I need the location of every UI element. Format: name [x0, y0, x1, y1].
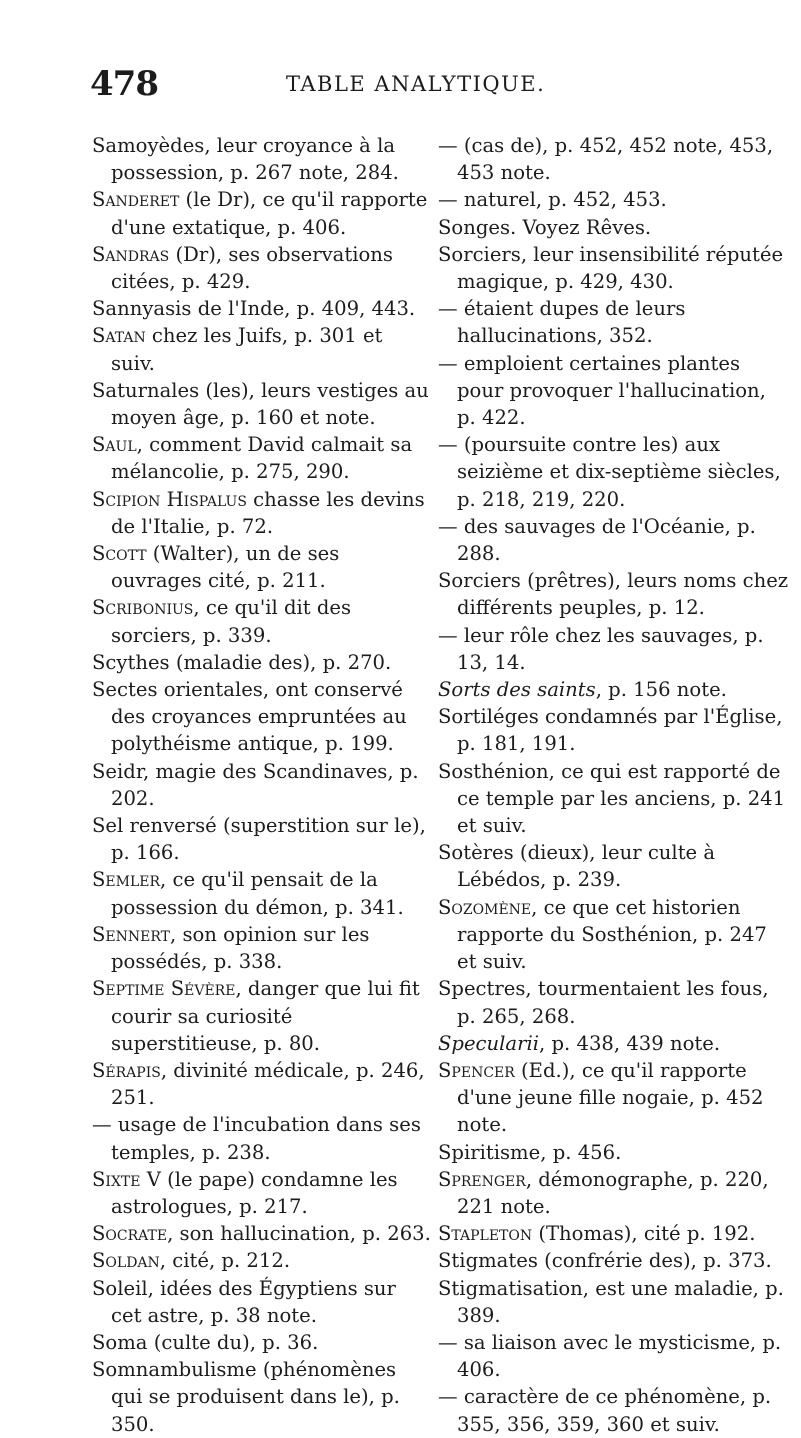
- entry-text: (Dr), ses observations citées, p. 429.: [111, 242, 393, 294]
- index-entry: [438, 1166, 790, 1220]
- entry-text: Seidr, magie des Scandinaves, p. 202.: [92, 759, 419, 810]
- index-column-left: [92, 132, 432, 1438]
- entry-heading: Saul: [92, 433, 137, 457]
- index-entry: [438, 1275, 790, 1329]
- index-entry: [438, 1220, 790, 1247]
- entry-text: Stigmates (confrérie des), p. 373.: [438, 1249, 772, 1273]
- entry-text: Sotères (dieux), leur culte à Lébédos, p. 239.: [438, 841, 716, 892]
- entry-heading: Sanderet: [92, 188, 180, 212]
- index-entry: [92, 186, 432, 240]
- entry-text: — (cas de), p. 452, 452 note, 453, 453 note.: [438, 134, 774, 185]
- index-entry: [438, 975, 790, 1029]
- page-header: [0, 64, 801, 114]
- entry-text: , ce que cet historien rapporte du Sosthénion, p. 247 et suiv.: [457, 895, 767, 974]
- index-entry: [438, 132, 790, 186]
- index-entry: [438, 1057, 790, 1139]
- index-entry: [92, 132, 432, 186]
- entry-heading: Sérapis: [92, 1058, 161, 1082]
- index-entry: [438, 295, 790, 349]
- entry-text: — étaient dupes de leurs hallucinations, 352.: [438, 297, 686, 348]
- index-entry: [92, 866, 432, 920]
- entry-text: Sannyasis de l'Inde, p. 409, 443.: [92, 297, 416, 321]
- index-entry: [92, 758, 432, 812]
- entry-text: Saturnales (les), leurs vestiges au moyen âge, p. 160 et note.: [92, 378, 429, 430]
- entry-text: , son hallucination, p. 263.: [167, 1222, 431, 1246]
- entry-text: , danger que lui fit courir sa curiosité superstitieuse, p. 80.: [111, 977, 420, 1055]
- entry-heading: Socrate: [92, 1222, 168, 1246]
- entry-text: Sorciers (prêtres), leurs noms chez différents peuples, p. 12.: [438, 569, 789, 620]
- index-entry: [92, 1111, 432, 1165]
- entry-text: — caractère de ce phénomène, p. 355, 356, 359, 360 et suiv.: [438, 1385, 772, 1436]
- index-entry: [438, 241, 790, 295]
- entry-text: chez les Juifs, p. 301 et suiv.: [111, 324, 383, 375]
- index-entry: [438, 622, 790, 676]
- entry-heading: Sixte: [92, 1167, 141, 1191]
- index-entry: [438, 214, 790, 241]
- index-entry: [438, 567, 790, 621]
- entry-text: Soleil, idées des Égyptiens sur cet astre, p. 38 note.: [92, 1276, 396, 1327]
- entry-heading: Sandras: [92, 242, 170, 266]
- entry-text: — (poursuite contre les) aux seizième et dix-septième siècles, p. 218, 219, 220.: [438, 433, 781, 511]
- entry-heading: Semler: [92, 868, 161, 892]
- index-entry: [438, 703, 790, 757]
- entry-heading: Sprenger: [438, 1167, 526, 1191]
- entry-text: Soma (culte du), p. 36.: [92, 1330, 319, 1354]
- index-entry: [92, 594, 432, 648]
- entry-heading: Scott: [92, 542, 147, 566]
- entry-heading: Sennert: [92, 922, 170, 946]
- index-entry: [438, 1247, 790, 1274]
- index-entry: [92, 1356, 432, 1438]
- entry-text: , cité, p. 212.: [159, 1249, 291, 1273]
- index-entry: [92, 1220, 432, 1247]
- entry-text: Scythes (maladie des), p. 270.: [92, 650, 392, 674]
- entry-text: Spectres, tourmentaient les fous, p. 265, 268.: [438, 977, 769, 1028]
- entry-heading: Scribonius: [92, 596, 194, 620]
- entry-heading: Stapleton: [438, 1222, 533, 1246]
- entry-heading: Spencer: [438, 1058, 515, 1082]
- index-column-right: [438, 132, 790, 1438]
- index-entry: [438, 186, 790, 213]
- index-entry: [438, 431, 790, 513]
- entry-text: , comment David calmait sa mélancolie, p. 275, 290.: [111, 433, 413, 484]
- entry-text: , divinité médicale, p. 246, 251.: [111, 1058, 425, 1110]
- entry-text: — emploient certaines plantes pour provoquer l'hallucination, p. 422.: [438, 351, 766, 430]
- index-entry: [438, 894, 790, 976]
- entry-text: — leur rôle chez les sauvages, p. 13, 14.: [438, 623, 764, 674]
- entry-heading: Satan: [92, 324, 146, 348]
- entry-text: (Ed.), ce qu'il rapporte d'une jeune fille nogaie, p. 452 note.: [457, 1058, 764, 1137]
- index-entry: [438, 1383, 790, 1437]
- index-entry: [92, 1166, 432, 1220]
- entry-heading: Sorts des saints: [438, 678, 596, 702]
- index-entry: [438, 676, 790, 703]
- entry-heading: Sozomène: [438, 895, 532, 919]
- entry-text: (Walter), un de ses ouvrages cité, p. 211.: [111, 542, 340, 593]
- index-entry: [438, 758, 790, 840]
- index-entry: [92, 540, 432, 594]
- index-entry: [92, 1275, 432, 1329]
- entry-text: V (le pape) condamne les astrologues, p. 217.: [111, 1167, 398, 1218]
- entry-text: chasse les devins de l'Italie, p. 72.: [111, 487, 425, 538]
- entry-text: , ce qu'il dit des sorciers, p. 339.: [111, 596, 352, 647]
- index-entry: [438, 839, 790, 893]
- entry-heading: Septime Sévère: [92, 977, 236, 1001]
- index-entry: [92, 649, 432, 676]
- index-entry: [438, 1139, 790, 1166]
- entry-text: Samoyèdes, leur croyance à la possession, p. 267 note, 284.: [92, 134, 399, 185]
- entry-text: , ce qu'il pensait de la possession du démon, p. 341.: [111, 868, 404, 919]
- entry-text: , démonographe, p. 220, 221 note.: [457, 1167, 769, 1218]
- entry-text: , p. 156 note.: [595, 678, 727, 702]
- entry-heading: Soldan: [92, 1249, 160, 1273]
- index-entry: [92, 241, 432, 295]
- entry-text: , son opinion sur les possédés, p. 338.: [111, 922, 370, 974]
- index-entry: [92, 1329, 432, 1356]
- index-entry: [92, 322, 432, 376]
- index-entry: [92, 1057, 432, 1111]
- entry-text: — sa liaison avec le mysticisme, p. 406.: [438, 1330, 782, 1382]
- entry-text: , p. 438, 439 note.: [539, 1031, 721, 1055]
- index-entry: [92, 676, 432, 758]
- index-entry: [438, 350, 790, 432]
- entry-text: — des sauvages de l'Océanie, p. 288.: [438, 514, 756, 566]
- index-entry: [92, 377, 432, 431]
- index-entry: [438, 513, 790, 567]
- entry-text: Sorciers, leur insensibilité réputée magique, p. 429, 430.: [438, 242, 784, 294]
- index-entry: [92, 295, 432, 322]
- entry-text: Spiritisme, p. 456.: [438, 1140, 622, 1164]
- entry-text: Songes. Voyez Rêves.: [438, 215, 652, 239]
- entry-text: — usage de l'incubation dans ses temples, p. 238.: [92, 1113, 421, 1164]
- index-entry: [438, 1030, 790, 1057]
- entry-text: — naturel, p. 452, 453.: [438, 188, 667, 212]
- index-entry: [438, 1329, 790, 1383]
- entry-text: Somnambulisme (phénomènes qui se produisent dans le), p. 350.: [92, 1358, 400, 1436]
- index-entry: [92, 431, 432, 485]
- running-title: TABLE ANALYTIQUE.: [286, 72, 546, 96]
- index-entry: [92, 921, 432, 975]
- entry-text: Sectes orientales, ont conservé des croyances empruntées au polythéisme antique, p. 199.: [92, 678, 407, 756]
- index-entry: [92, 812, 432, 866]
- entry-heading: Specularii: [438, 1031, 540, 1055]
- index-entry: [92, 1247, 432, 1274]
- entry-text: Sosthénion, ce qui est rapporté de ce temple par les anciens, p. 241 et suiv.: [438, 759, 786, 838]
- page-number: 478: [90, 64, 158, 104]
- entry-text: Sortiléges condamnés par l'Église, p. 181, 191.: [438, 705, 783, 756]
- entry-text: Sel renversé (superstition sur le), p. 166.: [92, 814, 426, 865]
- index-entry: [92, 486, 432, 540]
- entry-heading: Scipion Hispalus: [92, 487, 247, 511]
- entry-text: (le Dr), ce qu'il rapporte d'une extatique, p. 406.: [111, 188, 428, 239]
- entry-text: Stigmatisation, est une maladie, p. 389.: [438, 1276, 784, 1327]
- index-entry: [92, 975, 432, 1057]
- entry-text: (Thomas), cité p. 192.: [532, 1222, 756, 1246]
